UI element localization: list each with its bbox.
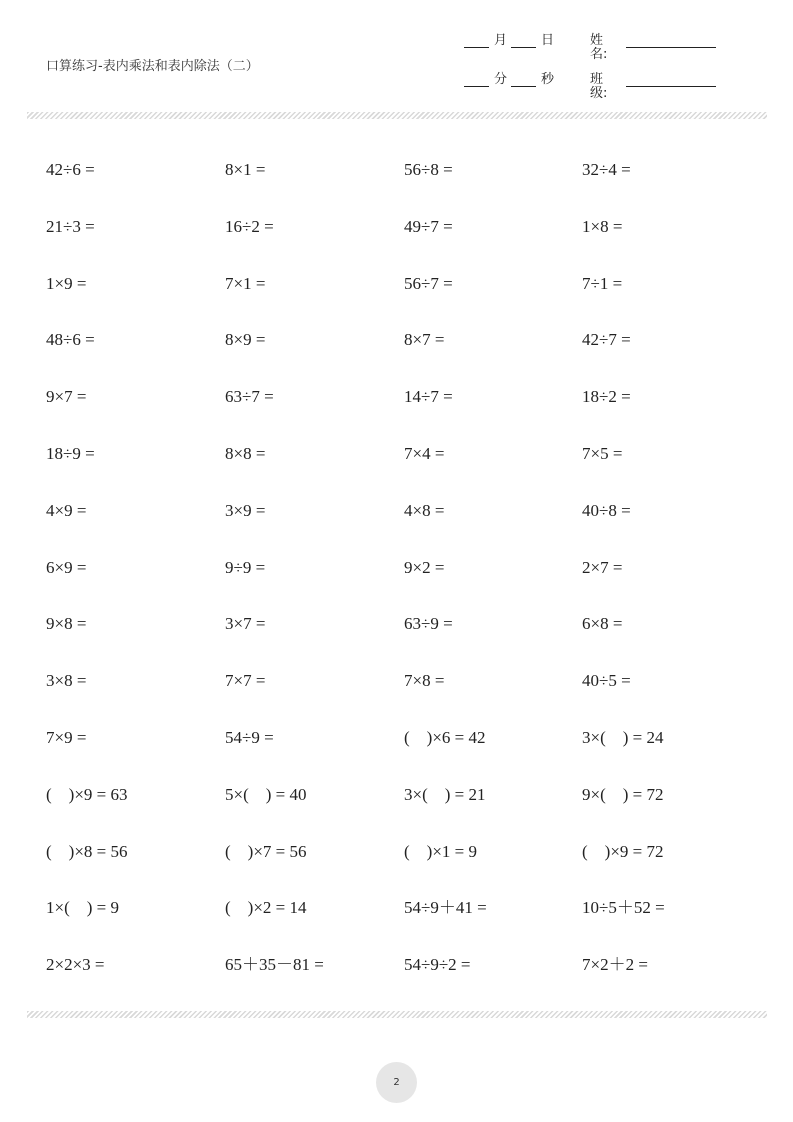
problem-item: 14÷7 = — [404, 387, 453, 407]
problem-item: 7×2＋2 = — [582, 955, 648, 975]
problem-item: 65＋35－81 = — [225, 955, 324, 975]
problem-item: 9×7 = — [46, 387, 87, 407]
problem-item: 6×9 = — [46, 557, 87, 577]
problem-item: 6×8 = — [582, 614, 623, 634]
problem-item: 49÷7 = — [404, 216, 453, 236]
problem-item: 21÷3 = — [46, 216, 95, 236]
month-label: 月 — [494, 33, 508, 48]
problem-item: 42÷7 = — [582, 330, 631, 350]
problem-item: 42÷6 = — [46, 160, 95, 179]
problem-item: 7×8 = — [404, 671, 445, 691]
class-label: 班级: — [590, 72, 608, 101]
problem-item: 3×( ) = 24 — [582, 728, 664, 747]
problem-item: 1×9 = — [46, 273, 87, 293]
problem-item: 54÷9＋41 = — [404, 898, 487, 918]
problem-item: 18÷2 = — [582, 387, 631, 407]
problem-item: 9×( ) = 72 — [582, 784, 664, 804]
problem-item: 1×( ) = 9 — [46, 898, 119, 918]
problem-item: ( )×9 = 72 — [582, 841, 664, 861]
problem-item: 7×4 = — [404, 444, 445, 463]
problem-item: 54÷9 = — [225, 728, 274, 747]
problem-item: 56÷7 = — [404, 273, 453, 293]
problem-item: 2×2×3 = — [46, 955, 105, 975]
problem-item: ( )×8 = 56 — [46, 841, 128, 861]
problem-item: 3×9 = — [225, 500, 266, 520]
problem-item: 63÷7 = — [225, 387, 274, 407]
problem-item: ( )×6 = 42 — [404, 728, 486, 747]
problem-item: ( )×1 = 9 — [404, 841, 477, 861]
worksheet-title: 口算练习-表内乘法和表内除法（二） — [46, 59, 259, 74]
problem-item: 3×( ) = 21 — [404, 784, 486, 804]
problem-item: ( )×9 = 63 — [46, 784, 128, 804]
problem-item: 4×8 = — [404, 500, 445, 520]
minute-label: 分 — [494, 72, 508, 87]
problem-item: 48÷6 = — [46, 330, 95, 350]
problem-item: 56÷8 = — [404, 160, 453, 179]
problem-item: ( )×7 = 56 — [225, 841, 307, 861]
problem-item: 7×9 = — [46, 728, 87, 747]
problem-item: 32÷4 = — [582, 160, 631, 179]
problem-item: 1×8 = — [582, 216, 623, 236]
problem-item: 10÷5＋52 = — [582, 898, 665, 918]
problem-item: 7×1 = — [225, 273, 266, 293]
problem-item: 2×7 = — [582, 557, 623, 577]
problem-item: 40÷5 = — [582, 671, 631, 691]
problem-item: 16÷2 = — [225, 216, 274, 236]
problem-item: 54÷9÷2 = — [404, 955, 471, 975]
problem-item: 8×1 = — [225, 160, 266, 179]
problem-item: 8×7 = — [404, 330, 445, 350]
problem-item: 4×9 = — [46, 500, 87, 520]
second-label: 秒 — [541, 72, 555, 87]
problem-item: 8×9 = — [225, 330, 266, 350]
problem-item: 9×2 = — [404, 557, 445, 577]
problem-item: 40÷8 = — [582, 500, 631, 520]
name-label: 姓名: — [590, 33, 608, 62]
problem-item: 9÷9 = — [225, 557, 266, 577]
problem-item: 9×8 = — [46, 614, 87, 634]
problem-item: 7÷1 = — [582, 273, 623, 293]
problem-item: 3×7 = — [225, 614, 266, 634]
problem-item: 7×5 = — [582, 444, 623, 463]
problem-item: 63÷9 = — [404, 614, 453, 634]
problem-item: 5×( ) = 40 — [225, 784, 307, 804]
problem-item: 8×8 = — [225, 444, 266, 463]
problem-item: 18÷9 = — [46, 444, 95, 463]
day-label: 日 — [541, 33, 555, 48]
problem-item: ( )×2 = 14 — [225, 898, 307, 918]
bottom-divider — [27, 1011, 767, 1018]
page-number: 2 — [376, 1062, 417, 1103]
problem-item: 3×8 = — [46, 671, 87, 691]
problem-item: 7×7 = — [225, 671, 266, 691]
